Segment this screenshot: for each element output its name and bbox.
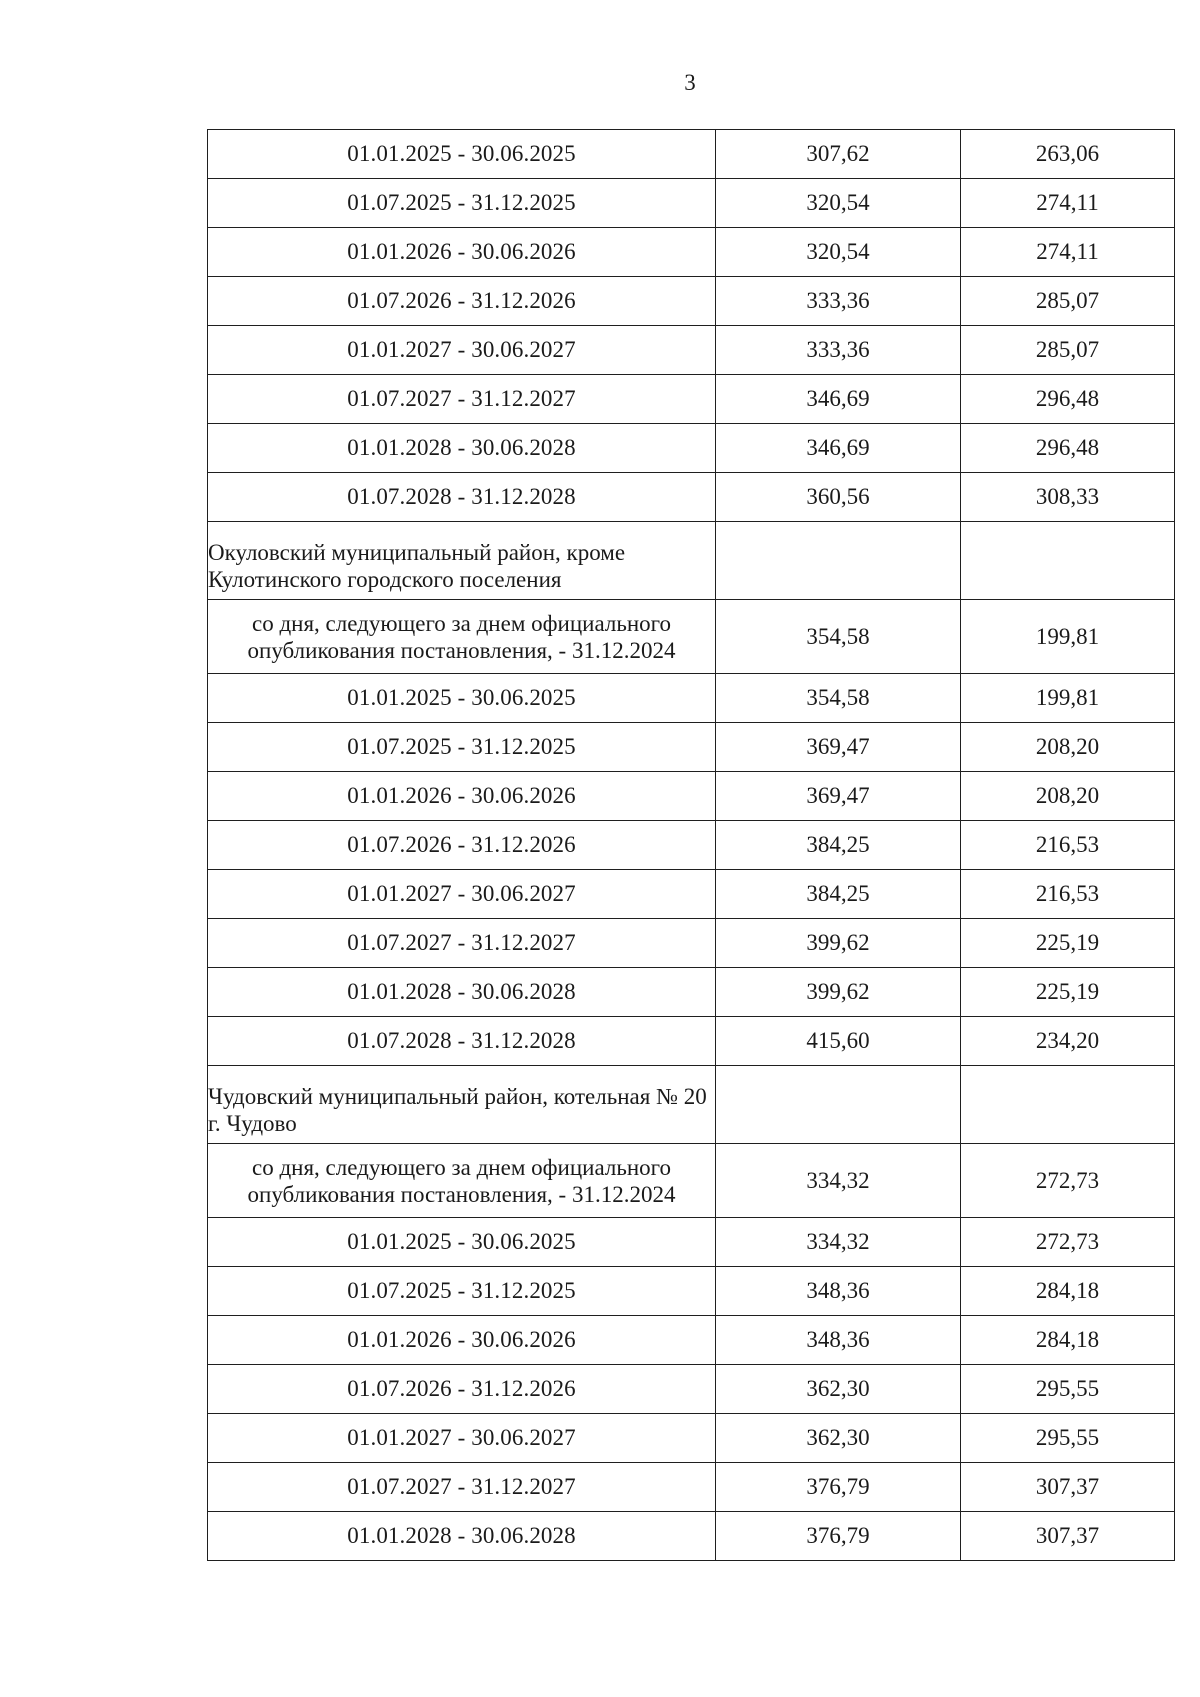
value-cell-1: 384,25	[716, 870, 961, 919]
table-row	[208, 277, 1175, 326]
table-row	[208, 968, 1175, 1017]
value-cell-1: 333,36	[716, 326, 961, 375]
period-cell: со дня, следующего за днем официального опубликования постановления, - 31.12.2024	[208, 600, 716, 674]
period-cell: 01.01.2027 - 30.06.2027	[208, 326, 716, 375]
period-cell: 01.07.2027 - 31.12.2027	[208, 919, 716, 968]
value-cell-2: 234,20	[961, 1017, 1175, 1066]
period-cell: 01.07.2026 - 31.12.2026	[208, 821, 716, 870]
value-cell-2: 225,19	[961, 968, 1175, 1017]
tariff-table	[207, 129, 1175, 1561]
period-cell: 01.07.2027 - 31.12.2027	[208, 1463, 716, 1512]
value-cell-2: 274,11	[961, 179, 1175, 228]
value-cell-1: 346,69	[716, 424, 961, 473]
value-cell-2: 296,48	[961, 375, 1175, 424]
table-row	[208, 1017, 1175, 1066]
section-title: Окуловский муниципальный район, кроме Кулотинского городского поселения	[208, 539, 626, 592]
period-cell: со дня, следующего за днем официального опубликования постановления, - 31.12.2024	[208, 1144, 716, 1218]
value-cell-1: 369,47	[716, 772, 961, 821]
section-header-row	[208, 1066, 1175, 1144]
empty-cell	[961, 1066, 1175, 1144]
value-cell-1: 362,30	[716, 1414, 961, 1463]
period-cell: 01.01.2027 - 30.06.2027	[208, 1414, 716, 1463]
period-cell: 01.01.2026 - 30.06.2026	[208, 228, 716, 277]
value-cell-1: 399,62	[716, 968, 961, 1017]
period-cell: 01.01.2027 - 30.06.2027	[208, 870, 716, 919]
value-cell-2: 272,73	[961, 1144, 1175, 1218]
value-cell-2: 295,55	[961, 1414, 1175, 1463]
table-row	[208, 1316, 1175, 1365]
period-cell: 01.01.2025 - 30.06.2025	[208, 1218, 716, 1267]
table-row	[208, 919, 1175, 968]
value-cell-1: 333,36	[716, 277, 961, 326]
table-row	[208, 424, 1175, 473]
value-cell-2: 284,18	[961, 1267, 1175, 1316]
value-cell-2: 263,06	[961, 130, 1175, 179]
value-cell-2: 308,33	[961, 473, 1175, 522]
period-cell: 01.01.2025 - 30.06.2025	[208, 130, 716, 179]
table-row	[208, 179, 1175, 228]
value-cell-1: 376,79	[716, 1512, 961, 1561]
value-cell-2: 296,48	[961, 424, 1175, 473]
period-cell: 01.07.2028 - 31.12.2028	[208, 1017, 716, 1066]
period-cell: 01.07.2027 - 31.12.2027	[208, 375, 716, 424]
value-cell-1: 360,56	[716, 473, 961, 522]
empty-cell	[961, 522, 1175, 600]
table-row	[208, 1414, 1175, 1463]
table-body	[208, 130, 1175, 1561]
empty-cell	[716, 522, 961, 600]
table-row	[208, 1463, 1175, 1512]
value-cell-1: 334,32	[716, 1218, 961, 1267]
period-cell: 01.07.2025 - 31.12.2025	[208, 179, 716, 228]
table-row	[208, 326, 1175, 375]
value-cell-2: 216,53	[961, 821, 1175, 870]
value-cell-2: 285,07	[961, 326, 1175, 375]
table-row	[208, 228, 1175, 277]
period-cell: 01.01.2028 - 30.06.2028	[208, 424, 716, 473]
section-title: Чудовский муниципальный район, котельная № 20 г. Чудово	[208, 1083, 707, 1136]
page-number: 3	[684, 70, 696, 95]
value-cell-1: 376,79	[716, 1463, 961, 1512]
period-cell: 01.01.2028 - 30.06.2028	[208, 1512, 716, 1561]
table-row	[208, 1512, 1175, 1561]
period-cell: 01.07.2026 - 31.12.2026	[208, 1365, 716, 1414]
period-cell: 01.01.2025 - 30.06.2025	[208, 674, 716, 723]
value-cell-1: 334,32	[716, 1144, 961, 1218]
period-cell: 01.01.2028 - 30.06.2028	[208, 968, 716, 1017]
period-cell: 01.07.2025 - 31.12.2025	[208, 1267, 716, 1316]
value-cell-2: 274,11	[961, 228, 1175, 277]
value-cell-1: 362,30	[716, 1365, 961, 1414]
value-cell-2: 284,18	[961, 1316, 1175, 1365]
period-cell: 01.01.2026 - 30.06.2026	[208, 772, 716, 821]
table-row	[208, 600, 1175, 674]
value-cell-1: 348,36	[716, 1316, 961, 1365]
table-row	[208, 772, 1175, 821]
value-cell-2: 307,37	[961, 1512, 1175, 1561]
value-cell-1: 354,58	[716, 600, 961, 674]
table-row	[208, 473, 1175, 522]
value-cell-1: 320,54	[716, 228, 961, 277]
period-cell: 01.07.2025 - 31.12.2025	[208, 723, 716, 772]
value-cell-2: 225,19	[961, 919, 1175, 968]
value-cell-1: 307,62	[716, 130, 961, 179]
table-row	[208, 375, 1175, 424]
value-cell-1: 415,60	[716, 1017, 961, 1066]
value-cell-2: 216,53	[961, 870, 1175, 919]
table-row	[208, 1365, 1175, 1414]
table-row	[208, 1267, 1175, 1316]
section-title-cell	[208, 522, 716, 600]
value-cell-1: 399,62	[716, 919, 961, 968]
section-header-row	[208, 522, 1175, 600]
value-cell-1: 348,36	[716, 1267, 961, 1316]
table-row	[208, 1218, 1175, 1267]
empty-cell	[716, 1066, 961, 1144]
value-cell-2: 295,55	[961, 1365, 1175, 1414]
value-cell-2: 307,37	[961, 1463, 1175, 1512]
value-cell-1: 354,58	[716, 674, 961, 723]
value-cell-1: 369,47	[716, 723, 961, 772]
value-cell-1: 384,25	[716, 821, 961, 870]
value-cell-2: 199,81	[961, 674, 1175, 723]
section-title-cell	[208, 1066, 716, 1144]
value-cell-2: 285,07	[961, 277, 1175, 326]
value-cell-2: 272,73	[961, 1218, 1175, 1267]
period-cell: 01.07.2026 - 31.12.2026	[208, 277, 716, 326]
table-row	[208, 674, 1175, 723]
table-row	[208, 723, 1175, 772]
value-cell-2: 208,20	[961, 772, 1175, 821]
period-cell: 01.01.2026 - 30.06.2026	[208, 1316, 716, 1365]
value-cell-1: 320,54	[716, 179, 961, 228]
value-cell-2: 208,20	[961, 723, 1175, 772]
value-cell-1: 346,69	[716, 375, 961, 424]
table-row	[208, 870, 1175, 919]
period-cell: 01.07.2028 - 31.12.2028	[208, 473, 716, 522]
value-cell-2: 199,81	[961, 600, 1175, 674]
table-row	[208, 1144, 1175, 1218]
table-row	[208, 821, 1175, 870]
table-row	[208, 130, 1175, 179]
